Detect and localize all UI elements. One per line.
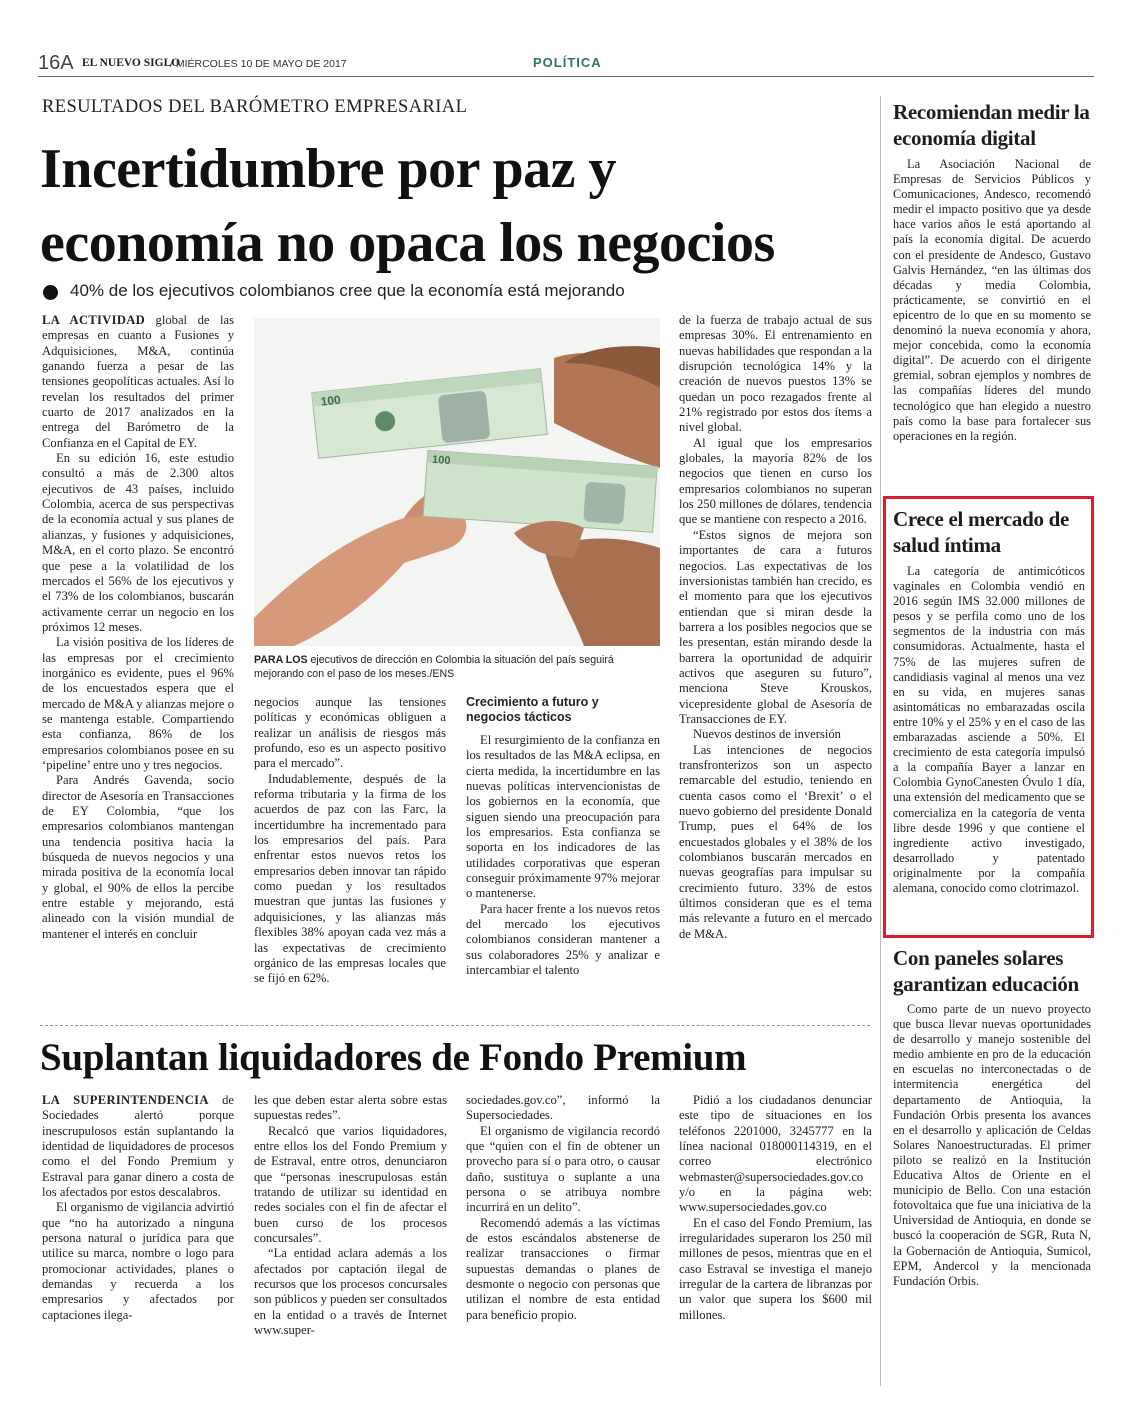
page-number: 16A (38, 52, 74, 74)
headline-line-2: economía no opaca los negocios (40, 212, 775, 274)
paragraph: La visión positiva de los líderes de las empresas por el crecimiento inorgánico es evidente, pues el 96% de los encuestados espera que el mercado de M&A y alianzas mejore o se mantenga estable. Compartiendo esta confianza, 86% de los empresarios colombianos posee en su ‘pipeline’ entre uno y tres negocios. (42, 635, 234, 772)
svg-text:100: 100 (320, 392, 342, 409)
photo-caption (254, 653, 664, 681)
second-column-1 (42, 1093, 234, 1323)
paragraph: sociedades.gov.co”, informó la Supersociedades. (466, 1093, 660, 1123)
sidebar-text-solar-panels (893, 1002, 1091, 1289)
sidebar-title-digital-economy: Recomiendan medir la economía digital (893, 100, 1090, 150)
second-headline: Suplantan liquidadores de Fondo Premium (40, 1036, 747, 1079)
paragraph: El organismo de vigilancia recordó que “quien con el fin de obtener un provecho para sí o para otro, o causar daño, sustituya o suplante a una persona o se atribuya nombre incurrirá en un delito”. (466, 1123, 660, 1215)
paragraph: Indudablemente, después de la reforma tributaria y la firma de los acuerdos de paz con las Farc, la incertidumbre ha incrementado para los empresarios del país. Para enfrentar estos nuevos retos los empresarios deben innovar tan rápido como puedan y los resultados muestran que juntas las fusiones y adquisiciones, y las alianzas más flexibles 38% apoyan cada vez más a las expectativas de crecimiento orgánico de las empresas locales que se fijó en 62%. (254, 771, 446, 986)
second-column-3 (466, 1093, 660, 1323)
paragraph: Al igual que los empresarios globales, la mayoría 82% de los negocios que tienen en curso los empresarios colombianos no superan los 250 millones de dólares, tendencia que se mantiene con respecto a 2016. (679, 435, 872, 527)
paragraph: Pidió a los ciudadanos denunciar este tipo de situaciones en los teléfonos 2201000, 3245777 en la línea nacional 018000114319, en el correo electrónico webmaster@supersociedades.gov.co y/o en la página web: www.supersociedades.gov.co (679, 1093, 872, 1215)
paragraph: En el caso del Fondo Premium, las irregularidades superaron los 250 mil millones de pesos, mientras que en el caso Estraval se investiga el manejo irregular de la cartera de libranzas por un valor que supera los $600 mil millones. (679, 1215, 872, 1322)
paragraph: de la fuerza de trabajo actual de sus empresas 30%. El entrenamiento en nuevas habilidades que respondan a la disrupción tecnológica 14% y la creación de nuevos puestos 13% se quedan un poco rezagados frente al 21% registrado por estos dos ítems a nivel global. (679, 313, 872, 435)
bullet-icon (43, 285, 58, 300)
article-divider (40, 1025, 870, 1026)
paragraph: negocios aunque las tensiones políticas y económicas obliguen a realizar un análisis de riesgos más profundo, eso es un aspecto positivo para el mercado”. (254, 695, 446, 771)
paragraph: Nuevos destinos de inversión (693, 727, 841, 742)
sidebar-text-digital-economy (893, 157, 1091, 444)
lead-in: LA SUPERINTENDENCIA (42, 1093, 209, 1107)
sidebar-title-solar-panels: Con paneles solares garantizan educación (893, 946, 1079, 996)
headline-line-1: Incertidumbre por paz y (40, 138, 616, 200)
article-photo (254, 318, 660, 646)
paragraph: global de las empresas en cuanto a Fusiones y Adquisiciones, M&A, continúa ganando fuerza a pesar de las tensiones geopolíticas actuales. Así lo revelan los resultados del primer cuarto de 2017 analizados en la entrega del Barómetro de la Confianza en el Capital de EY. (42, 313, 234, 450)
paragraph: Recalcó que varios liquidadores, entre ellos los del Fondo Premium y de Estraval, entre otros, denunciaron que “personas inescrupulosas están tratando de utilizar su identidad en redes sociales con el fin de afectar el buen curso de los procesos concursales”. (254, 1123, 447, 1246)
second-column-4 (679, 1093, 872, 1323)
paragraph: Para Andrés Gavenda, socio director de Asesoría en Transacciones de EY Colombia, “que los empresarios colombianos mantengan una tendencia positiva hacia la búsqueda de nuevos negocios y una mirada positiva de la economía local y global, el 90% de ellos la percibe entre estable y mejorando, está alineado con la visión mundial de mantener el interés en concluir (42, 773, 234, 941)
header-rule (38, 76, 1094, 77)
section-name: POLÍTICA (533, 55, 602, 70)
caption-text: ejecutivos de dirección en Colombia la situación del país seguirá mejorando con el paso de los meses./ENS (254, 654, 614, 680)
sidebar-rule (880, 96, 881, 1386)
sidebar-text-intimate-health (893, 564, 1085, 896)
hands-exchanging-banknotes-image (254, 318, 660, 646)
paragraph: Para hacer frente a los nuevos retos del mercado los ejecutivos colombianos consideran mantener a sus colaboradores 25% y analizar e intercambiar el talento (466, 901, 660, 978)
paragraph: “Estos signos de mejora son importantes de cara a futuros negocios. Las expectativas de los inversionistas también han crecido, es el momento para que los ejecutivos entiendan que si miran desde la barrera a los posibles negocios que se les presentan, están mirando desde la barrera la oportunidad de adquirir activos que aseguren su futuro”, menciona Steve Krouskos, vicepresidente global de Asesoría de Transacciones de EY. (679, 527, 872, 726)
newspaper-name: EL NUEVO SIGLO (82, 57, 181, 69)
article-column-1 (42, 313, 234, 942)
paragraph: Como parte de un nuevo proyecto que busca llevar nuevas oportunidades de desarrollo y manejo sostenible del medio ambiente en pro de la educación en escuelas no interconectadas o de intermitencia energética del departamento de Antioquia, la Fundación Orbis presenta los avances en el desarrollo y aplicación de Celdas Solares Nanoestructuradas. El primer piloto se realizó en la Institución Educativa Altos de Oriente en el municipio de Bello. Con una estación fotovoltaica que fue una iniciativa de la Universidad de Antioquia, en donde se buscó la cooperación de SGR, Ruta N, la Gobernación de Antioquia, Sumicol, EPM, Andercol y la mencionada Fundación Orbis. (893, 1002, 1091, 1288)
issue-date: / MIÉRCOLES 10 DE MAYO DE 2017 (170, 58, 347, 70)
paragraph: La categoría de antimicóticos vaginales en Colombia vendió en 2016 según IMS 32.000 millones de pesos y se perfila como uno de los segmentos de la industria con más consumidoras. Actualmente, hasta el 75% de las mujeres sufren de candidiasis vaginal al menos una vez en su vida, en mujeres sanas asintomáticas no embarazadas oscila entre 10% y el 25% y en el caso de las embarazadas asciende a 50%. El crecimiento de esta categoría impulsó a la compañía Bayer a lanzar en Colombia GynoCanesten Óvulo 1 día, una extensión del medicamento que se comercializa en la categoría de venta libre desde 1996 y que contiene el ingrediente activo investigado, desarrollado y patentado originalmente por la compañía alemana, conocido como clotrimazol. (893, 564, 1085, 895)
article-column-3 (466, 733, 660, 979)
paragraph: Las intenciones de negocios transfronterizos son un aspecto remarcable del estudio, teniendo en cuenta casos como el ‘Brexit’ o el nuevo gobierno del presidente Donald Trump, pues el 64% de los encuestados globales y el 38% de los colombianos buscarán mercados en nuevas geografías para impulsar su crecimiento futuro. 33% de estos últimos consideran que es el tema más relevante a futuro en el mercado de M&A. (679, 742, 872, 941)
svg-text:100: 100 (431, 453, 451, 468)
second-column-2 (254, 1093, 447, 1339)
paragraph: les que deben estar alerta sobre estas supuestas redes”. (254, 1093, 447, 1123)
paragraph: de Sociedades alertó porque inescrupulosos están suplantando la identidad de liquidadores de procesos como el del Fondo Premium y Estraval para ganar dinero a costa de los afectados por estos descalabros. (42, 1093, 234, 1200)
paragraph: El organismo de vigilancia advirtió que “no ha autorizado a ninguna persona natural o jurídica para que utilice su marca, nombre o logo para promocionar actividades, planes o demandas y recuerda a los empresarios y afectados por captaciones ilega- (42, 1200, 234, 1322)
paragraph: La Asociación Nacional de Empresas de Servicios Públicos y Comunicaciones, Andesco, recomendó medir el impacto positivo que ya desde hace varios años le está aportando al país la economía digital. De acuerdo con el presidente de Andesco, Gustavo Galvis Hernández, “en las últimas dos décadas y media Colombia, prácticamente, se convirtió en el epicentro de lo que en su momento se denominó la nueva economía y ahora, mejor concebida, como la economía digital”. De acuerdo con el dirigente gremial, sobran ejemplos y nombres de las compañías líderes del mundo tecnológico que han elegido a nuestro país como la base para fortalecer sus operaciones en la región. (893, 157, 1091, 443)
lead-in: LA ACTIVIDAD (42, 313, 146, 327)
sidebar-title-intimate-health: Crece el mercado de salud íntima (893, 507, 1070, 557)
article-column-2 (254, 695, 446, 987)
article-headline (40, 132, 870, 280)
paragraph: Recomendó además a las víctimas de estos escándalos abstenerse de realizar transacciones o firmar supuestas demandas o planes de desmonte o negocio con personas que utilizan el nombre de esta entidad para beneficio propio. (466, 1215, 660, 1322)
article-kicker: RESULTADOS DEL BARÓMETRO EMPRESARIAL (42, 97, 468, 117)
paragraph: En su edición 16, este estudio consultó a más de 2.300 altos ejecutivos de 43 países, incluido Colombia, acerca de sus perspectivas de la economía actual y sus planes de alianzas, y fusiones y adquisiciones, M&A, en el corto plazo. Se encontró que pese a la volatilidad de los mercados el 56% de los ejecutivos y el 73% de los colombianos, buscarán activamente cerrar un negocio en los próximos 12 meses. (42, 451, 234, 634)
article-column-4 (679, 313, 872, 942)
paragraph: “La entidad aclara además a los afectados por captación ilegal de recursos que los procesos concursales son públicos y pueden ser consultados en la entidad o a través de Internet www.super- (254, 1246, 447, 1338)
section-subtitle: Crecimiento a futuro y negocios tácticos (466, 695, 599, 724)
paragraph: El resurgimiento de la confianza en los resultados de las M&A eclipsa, en cierta medida, la incertidumbre en las nuevas políticas intervencionistas de los gobiernos en la economía, que siguen siendo una preocupación para los empresarios. Esta confianza se soporta en los indicadores de las utilidades corporativas que esperan conseguir próximamente 97% mejorar o mantenerse. (466, 733, 660, 901)
caption-lead: PARA LOS (254, 654, 308, 666)
article-subhead: 40% de los ejecutivos colombianos cree que la economía está mejorando (70, 281, 625, 300)
